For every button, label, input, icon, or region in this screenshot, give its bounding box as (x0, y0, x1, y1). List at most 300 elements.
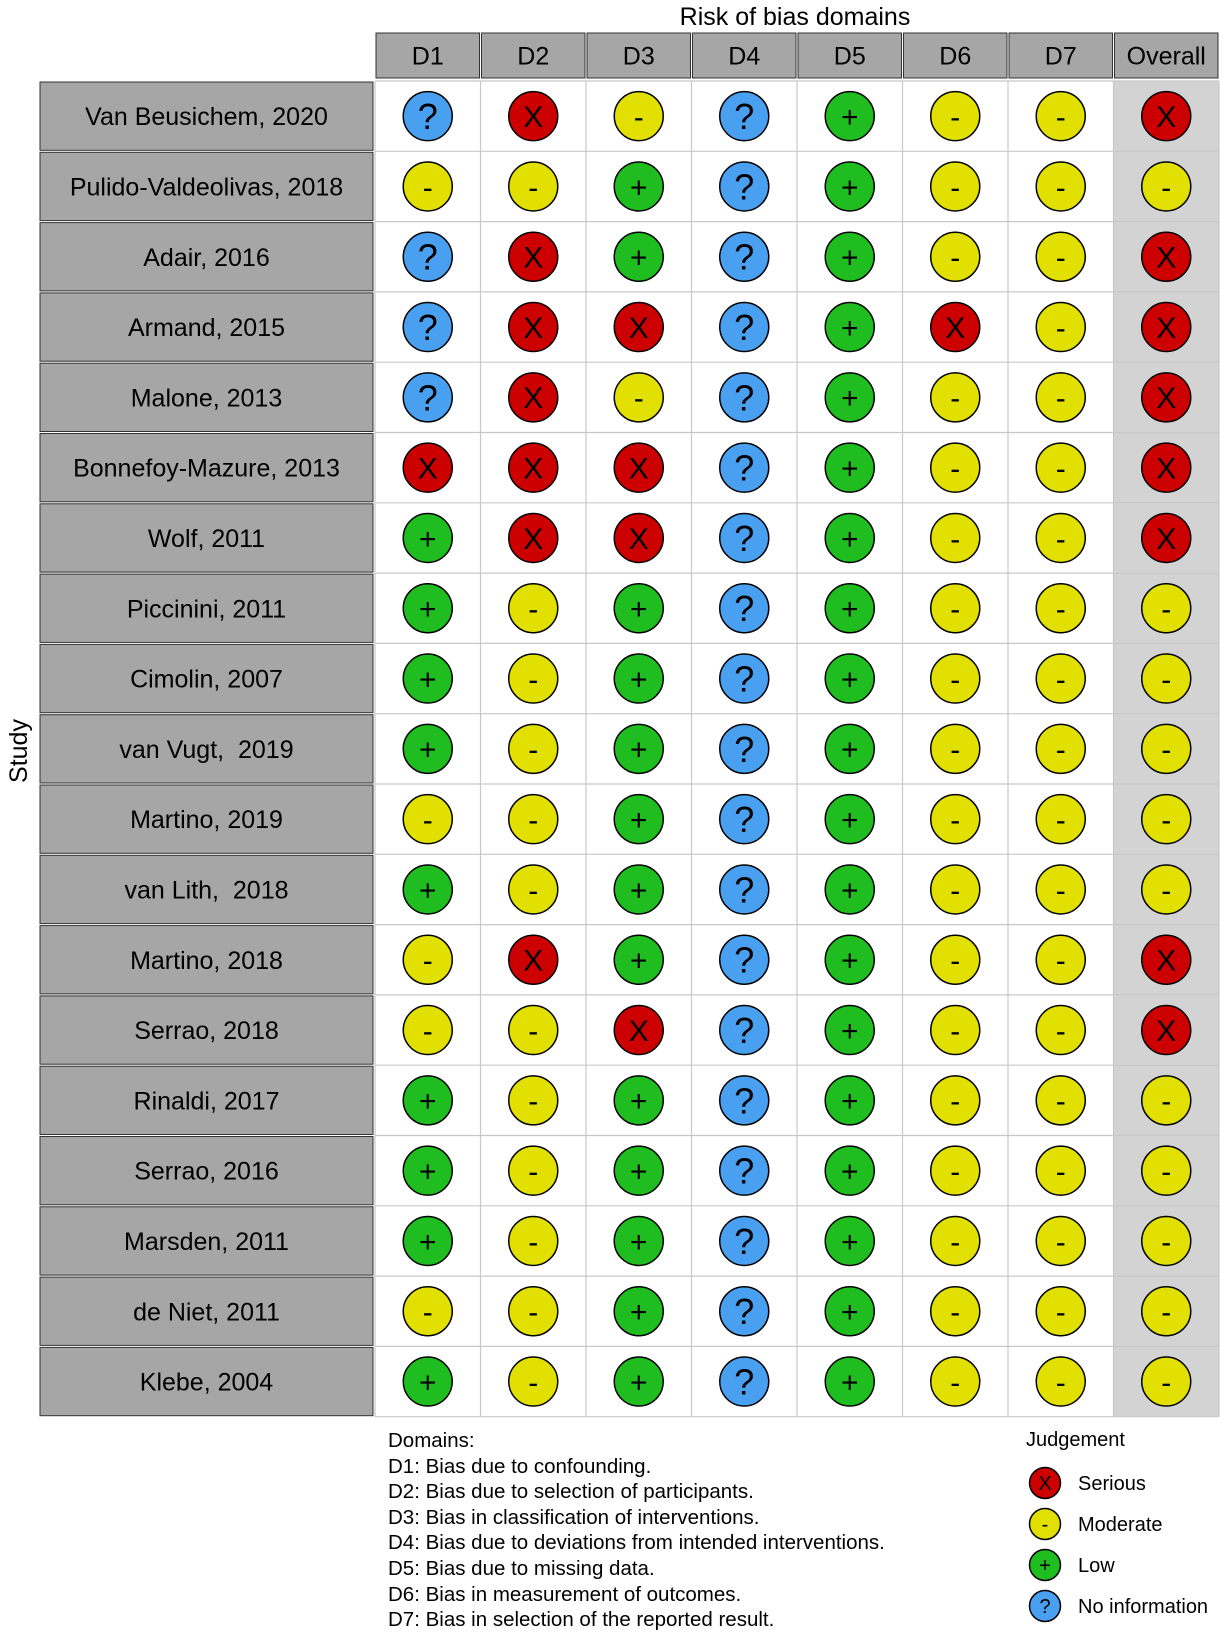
judgement-cell (1142, 303, 1191, 352)
judgement-symbol: X (523, 311, 544, 345)
judgement-symbol: X (1156, 311, 1177, 345)
judgement-symbol: + (840, 382, 859, 416)
judgement-cell (614, 1216, 663, 1265)
judgement-cell (614, 724, 663, 773)
judgement-symbol: - (1055, 803, 1066, 837)
judgement-symbol: + (840, 944, 859, 978)
judgement-cell (1142, 795, 1191, 844)
judgement-symbol: - (1055, 663, 1066, 697)
judgement-cell (931, 865, 980, 914)
judgement-cell (614, 373, 663, 422)
judgement-cell (931, 232, 980, 281)
judgement-symbol: - (528, 803, 539, 837)
judgement-symbol: + (840, 1014, 859, 1048)
judgement-cell (509, 162, 558, 211)
judgement-cell (720, 1146, 769, 1195)
judgement-cell (1142, 1006, 1191, 1055)
study-label: Cimolin, 2007 (130, 665, 283, 694)
judgement-symbol: - (950, 171, 961, 205)
judgement-symbol: - (1055, 1225, 1066, 1259)
study-label: de Niet, 2011 (133, 1298, 280, 1327)
judgement-symbol: + (629, 803, 648, 837)
study-label: Wolf, 2011 (147, 524, 266, 553)
judgement-symbol: - (528, 1366, 539, 1400)
judgement-symbol: - (950, 733, 961, 767)
judgement-cell (825, 303, 874, 352)
judgement-symbol: - (1055, 733, 1066, 767)
judgement-symbol: + (840, 593, 859, 627)
judgement-cell (614, 584, 663, 633)
legend-item (1030, 1591, 1209, 1622)
judgement-cell (403, 1216, 452, 1265)
judgement-symbol: ? (734, 236, 755, 278)
judgement-symbol: - (633, 382, 644, 416)
judgement-symbol: - (950, 1296, 961, 1330)
judgement-cell (931, 795, 980, 844)
judgement-cell (509, 373, 558, 422)
judgement-symbol: + (840, 311, 859, 345)
study-label: Bonnefoy-Mazure, 2013 (73, 454, 340, 483)
judgement-symbol: + (418, 663, 437, 697)
domain-description: D4: Bias due to deviations from intended interventions. (388, 1531, 885, 1555)
judgement-symbol: X (1156, 382, 1177, 416)
judgement-symbol: + (418, 874, 437, 908)
judgement-cell (720, 584, 769, 633)
judgement-symbol: - (950, 663, 961, 697)
judgement-cell (1142, 865, 1191, 914)
judgement-symbol: - (1161, 733, 1172, 767)
column-header-label: D2 (517, 42, 550, 71)
judgement-cell (931, 1146, 980, 1195)
judgement-symbol: - (1161, 1366, 1172, 1400)
judgement-symbol: X (417, 452, 438, 486)
judgement-cell (403, 795, 452, 844)
judgement-cell (720, 935, 769, 984)
judgement-symbol: X (523, 452, 544, 486)
judgement-cell (403, 724, 452, 773)
judgement-symbol: - (950, 803, 961, 837)
judgement-cell (509, 1216, 558, 1265)
judgement-cell (403, 232, 452, 281)
judgement-cell (1142, 1357, 1191, 1406)
judgement-symbol: X (945, 311, 966, 345)
judgement-cell (720, 303, 769, 352)
judgement-cell (825, 513, 874, 562)
judgement-cell (931, 1357, 980, 1406)
judgement-cell (614, 513, 663, 562)
judgement-cell (509, 584, 558, 633)
judgement-cell (1142, 1216, 1191, 1265)
judgement-cell (1142, 513, 1191, 562)
judgement-cell (825, 1146, 874, 1195)
judgement-symbol: + (418, 522, 437, 556)
judgement-cell (931, 1006, 980, 1055)
judgement-cell (931, 513, 980, 562)
judgement-cell (1142, 232, 1191, 281)
judgement-cell (1142, 1076, 1191, 1125)
legend (1026, 1429, 1208, 1622)
judgement-cell (509, 1076, 558, 1125)
judgement-cell (614, 1146, 663, 1195)
judgement-symbol: ? (734, 447, 755, 489)
judgement-cell (614, 654, 663, 703)
judgement-cell (614, 1287, 663, 1336)
column-header-label: D6 (939, 42, 972, 71)
legend-label: Moderate (1078, 1514, 1163, 1536)
judgement-symbol: X (1156, 522, 1177, 556)
judgement-symbol: - (950, 1366, 961, 1400)
judgement-symbol: - (1161, 1296, 1172, 1330)
judgement-cell (509, 724, 558, 773)
judgement-cell (614, 92, 663, 141)
judgement-cell (825, 443, 874, 492)
judgement-symbol: - (422, 803, 433, 837)
judgement-cell (825, 865, 874, 914)
judgement-cell (825, 1076, 874, 1125)
judgement-cell (1036, 513, 1085, 562)
study-label: Van Beusichem, 2020 (85, 103, 328, 132)
judgement-cell (931, 1287, 980, 1336)
judgement-cell (509, 1357, 558, 1406)
judgement-cell (1036, 584, 1085, 633)
judgement-symbol: + (418, 1085, 437, 1119)
judgement-symbol: ? (734, 96, 755, 138)
judgement-cell (403, 303, 452, 352)
judgement-symbol: - (1161, 593, 1172, 627)
judgement-symbol: + (840, 874, 859, 908)
judgement-cell (1142, 1287, 1191, 1336)
judgement-symbol: X (1156, 944, 1177, 978)
judgement-symbol: X (523, 100, 544, 134)
judgement-cell (509, 795, 558, 844)
judgement-cell (1036, 1216, 1085, 1265)
judgement-symbol: X (1038, 1473, 1052, 1496)
judgement-symbol: X (523, 382, 544, 416)
judgement-symbol: + (629, 663, 648, 697)
judgement-cell (720, 1076, 769, 1125)
judgement-cell (931, 724, 980, 773)
column-header-label: D4 (728, 42, 761, 71)
judgement-cell (1036, 1146, 1085, 1195)
judgement-symbol: ? (734, 588, 755, 630)
judgement-cell (825, 724, 874, 773)
judgement-symbol: ? (417, 96, 438, 138)
judgement-cell (720, 92, 769, 141)
judgement-cell (720, 232, 769, 281)
judgement-cell (825, 935, 874, 984)
judgement-symbol: + (840, 241, 859, 275)
judgement-symbol: - (1055, 452, 1066, 486)
judgement-cell (720, 373, 769, 422)
judgement-cell (403, 1076, 452, 1125)
judgement-symbol: ? (734, 939, 755, 981)
judgement-symbol: - (1161, 803, 1172, 837)
judgement-symbol: - (1055, 522, 1066, 556)
judgement-cell (403, 92, 452, 141)
judgement-symbol: X (628, 311, 649, 345)
column-header-label: D7 (1044, 42, 1077, 71)
judgement-symbol: + (629, 241, 648, 275)
judgement-cell (720, 724, 769, 773)
judgement-cell (931, 935, 980, 984)
judgement-cell (825, 1287, 874, 1336)
judgement-symbol: ? (417, 377, 438, 419)
judgement-symbol: - (1055, 311, 1066, 345)
judgement-symbol: - (950, 452, 961, 486)
judgement-symbol: ? (734, 1291, 755, 1333)
judgement-cell (720, 865, 769, 914)
judgement-cell (931, 584, 980, 633)
judgement-symbol: - (633, 100, 644, 134)
judgement-symbol: + (629, 1155, 648, 1189)
judgement-symbol: + (418, 1155, 437, 1189)
legend-title: Judgement (1026, 1429, 1125, 1451)
judgement-symbol: + (629, 1085, 648, 1119)
judgement-cell (931, 162, 980, 211)
judgement-cell (509, 513, 558, 562)
judgement-symbol: - (950, 522, 961, 556)
judgement-cell (1036, 162, 1085, 211)
judgement-cell (825, 654, 874, 703)
judgement-symbol: ? (734, 658, 755, 700)
judgement-cell (509, 1006, 558, 1055)
judgement-cell (825, 1006, 874, 1055)
study-label: Pulido-Valdeolivas, 2018 (69, 173, 344, 202)
judgement-cell (931, 303, 980, 352)
judgement-cell (403, 373, 452, 422)
judgement-cell (1036, 1076, 1085, 1125)
judgement-cell (720, 513, 769, 562)
judgement-symbol: - (528, 733, 539, 767)
judgement-cell (403, 443, 452, 492)
judgement-cell (403, 935, 452, 984)
judgement-symbol: - (1055, 1085, 1066, 1119)
judgement-cell (1142, 92, 1191, 141)
judgement-symbol: - (1055, 1366, 1066, 1400)
judgement-symbol: ? (734, 1220, 755, 1262)
judgement-cell (403, 584, 452, 633)
judgement-cell (1036, 1006, 1085, 1055)
judgement-cell (720, 1357, 769, 1406)
domain-description: D6: Bias in measurement of outcomes. (388, 1582, 742, 1606)
judgement-symbol: - (1055, 1014, 1066, 1048)
judgement-symbol: + (840, 1085, 859, 1119)
domain-description: D7: Bias in selection of the reported result. (388, 1608, 775, 1632)
judgement-symbol: + (418, 733, 437, 767)
judgement-cell (1036, 935, 1085, 984)
judgement-symbol: + (629, 1366, 648, 1400)
judgement-symbol: - (422, 1014, 433, 1048)
judgement-symbol: - (950, 241, 961, 275)
judgement-symbol: + (629, 1296, 648, 1330)
judgement-symbol: - (1055, 1296, 1066, 1330)
judgement-cell (1036, 303, 1085, 352)
study-label: Serrao, 2018 (134, 1017, 279, 1046)
judgement-symbol: + (840, 1296, 859, 1330)
judgement-symbol: ? (734, 799, 755, 841)
study-label: Rinaldi, 2017 (133, 1087, 280, 1116)
study-label: Piccinini, 2011 (126, 595, 287, 624)
judgement-cell (403, 865, 452, 914)
judgement-cell (1036, 654, 1085, 703)
judgement-cell (1036, 1287, 1085, 1336)
judgement-cell (614, 232, 663, 281)
judgement-cell (1036, 92, 1085, 141)
judgement-cell (1142, 935, 1191, 984)
column-header-label: D5 (833, 42, 866, 71)
judgement-cell (720, 1216, 769, 1265)
study-label: Martino, 2019 (130, 806, 283, 835)
judgement-cell (509, 303, 558, 352)
judgement-symbol: + (629, 944, 648, 978)
judgement-symbol: X (523, 944, 544, 978)
judgement-symbol: - (1055, 241, 1066, 275)
judgement-symbol: + (629, 874, 648, 908)
judgement-symbol: ? (734, 1361, 755, 1403)
judgement-cell (720, 443, 769, 492)
legend-label: No information (1078, 1596, 1209, 1618)
judgement-cell (509, 935, 558, 984)
judgement-symbol: ? (734, 869, 755, 911)
judgement-symbol: - (528, 874, 539, 908)
study-label: Marsden, 2011 (124, 1227, 289, 1256)
judgement-cell (1036, 443, 1085, 492)
legend-item (1030, 1550, 1116, 1581)
judgement-symbol: ? (734, 728, 755, 770)
judgement-symbol: - (950, 944, 961, 978)
judgement-symbol: - (1161, 1225, 1172, 1259)
judgement-symbol: + (629, 733, 648, 767)
judgement-cell (825, 584, 874, 633)
study-label: Adair, 2016 (143, 243, 270, 272)
judgement-symbol: + (418, 1366, 437, 1400)
domains-notes (388, 1428, 885, 1633)
judgement-cell (825, 1357, 874, 1406)
judgement-cell (1036, 232, 1085, 281)
judgement-symbol: - (950, 1155, 961, 1189)
judgement-symbol: ? (734, 377, 755, 419)
judgement-cell (1142, 162, 1191, 211)
judgement-symbol: + (629, 593, 648, 627)
judgement-symbol: + (629, 171, 648, 205)
judgement-cell (1036, 373, 1085, 422)
judgement-symbol: X (628, 1014, 649, 1048)
judgement-symbol: - (528, 1085, 539, 1119)
domains-heading: Domains: (388, 1429, 475, 1452)
domain-description: D5: Bias due to missing data. (388, 1556, 655, 1580)
judgement-symbol: + (418, 593, 437, 627)
judgement-symbol: X (1156, 100, 1177, 134)
judgement-symbol: - (950, 593, 961, 627)
judgement-symbol: X (628, 452, 649, 486)
judgement-symbol: - (1055, 171, 1066, 205)
judgement-cell (1142, 654, 1191, 703)
judgement-symbol: - (1055, 874, 1066, 908)
study-label: van Lith, 2018 (124, 876, 289, 905)
judgement-cell (931, 373, 980, 422)
judgement-cell (825, 162, 874, 211)
judgement-symbol: X (523, 522, 544, 556)
judgement-symbol: X (628, 522, 649, 556)
judgement-cell (720, 1287, 769, 1336)
judgement-cell (1142, 1146, 1191, 1195)
judgement-cell (1036, 724, 1085, 773)
judgement-symbol: - (950, 1085, 961, 1119)
judgement-symbol: + (840, 100, 859, 134)
judgement-cell (1036, 1357, 1085, 1406)
chart-title: Risk of bias domains (679, 3, 911, 31)
judgement-symbol: X (523, 241, 544, 275)
judgement-cell (614, 865, 663, 914)
judgement-symbol: - (1055, 944, 1066, 978)
judgement-symbol: ? (734, 1010, 755, 1052)
domain-description: D2: Bias due to selection of participants. (388, 1480, 754, 1504)
judgement-cell (931, 92, 980, 141)
judgement-symbol: ? (734, 1150, 755, 1192)
judgement-symbol: - (528, 1225, 539, 1259)
judgement-symbol: - (528, 171, 539, 205)
judgement-symbol: - (528, 1014, 539, 1048)
judgement-cell (509, 443, 558, 492)
judgement-cell (1142, 584, 1191, 633)
column-header-label: D3 (622, 42, 655, 71)
judgement-symbol: X (1156, 452, 1177, 486)
judgement-symbol: ? (1039, 1596, 1051, 1619)
judgement-cell (509, 232, 558, 281)
judgement-cell (825, 232, 874, 281)
judgement-symbol: + (840, 803, 859, 837)
judgement-symbol: - (1041, 1514, 1049, 1537)
judgement-cell (1142, 373, 1191, 422)
y-axis-label: Study (5, 719, 33, 783)
judgement-symbol: - (1161, 1085, 1172, 1119)
judgement-symbol: + (840, 1155, 859, 1189)
judgement-symbol: - (950, 382, 961, 416)
study-label: Armand, 2015 (127, 314, 286, 343)
study-label: Malone, 2013 (130, 384, 283, 413)
domain-description: D1: Bias due to confounding. (388, 1454, 652, 1478)
judgement-symbol: - (950, 1014, 961, 1048)
judgement-cell (825, 92, 874, 141)
judgement-symbol: - (1161, 663, 1172, 697)
judgement-cell (509, 654, 558, 703)
judgement-cell (825, 1216, 874, 1265)
judgement-symbol: + (840, 663, 859, 697)
judgement-cell (403, 1287, 452, 1336)
judgement-cell (720, 795, 769, 844)
judgement-symbol: ? (417, 307, 438, 349)
judgement-symbol: - (422, 1296, 433, 1330)
judgement-cell (1142, 724, 1191, 773)
judgement-symbol: ? (734, 166, 755, 208)
judgement-symbol: - (1055, 100, 1066, 134)
judgement-symbol: - (422, 944, 433, 978)
judgement-symbol: - (528, 663, 539, 697)
judgement-cell (509, 1146, 558, 1195)
judgement-symbol: - (1161, 874, 1172, 908)
judgement-symbol: - (1055, 593, 1066, 627)
judgement-symbol: + (629, 1225, 648, 1259)
judgement-symbol: ? (734, 307, 755, 349)
judgement-symbol: + (1039, 1555, 1051, 1578)
study-label: Klebe, 2004 (139, 1368, 274, 1397)
judgement-cell (931, 654, 980, 703)
judgement-symbol: ? (734, 1080, 755, 1122)
legend-label: Serious (1078, 1473, 1146, 1495)
judgement-cell (720, 1006, 769, 1055)
judgement-cell (614, 303, 663, 352)
study-label: Martino, 2018 (130, 946, 283, 975)
